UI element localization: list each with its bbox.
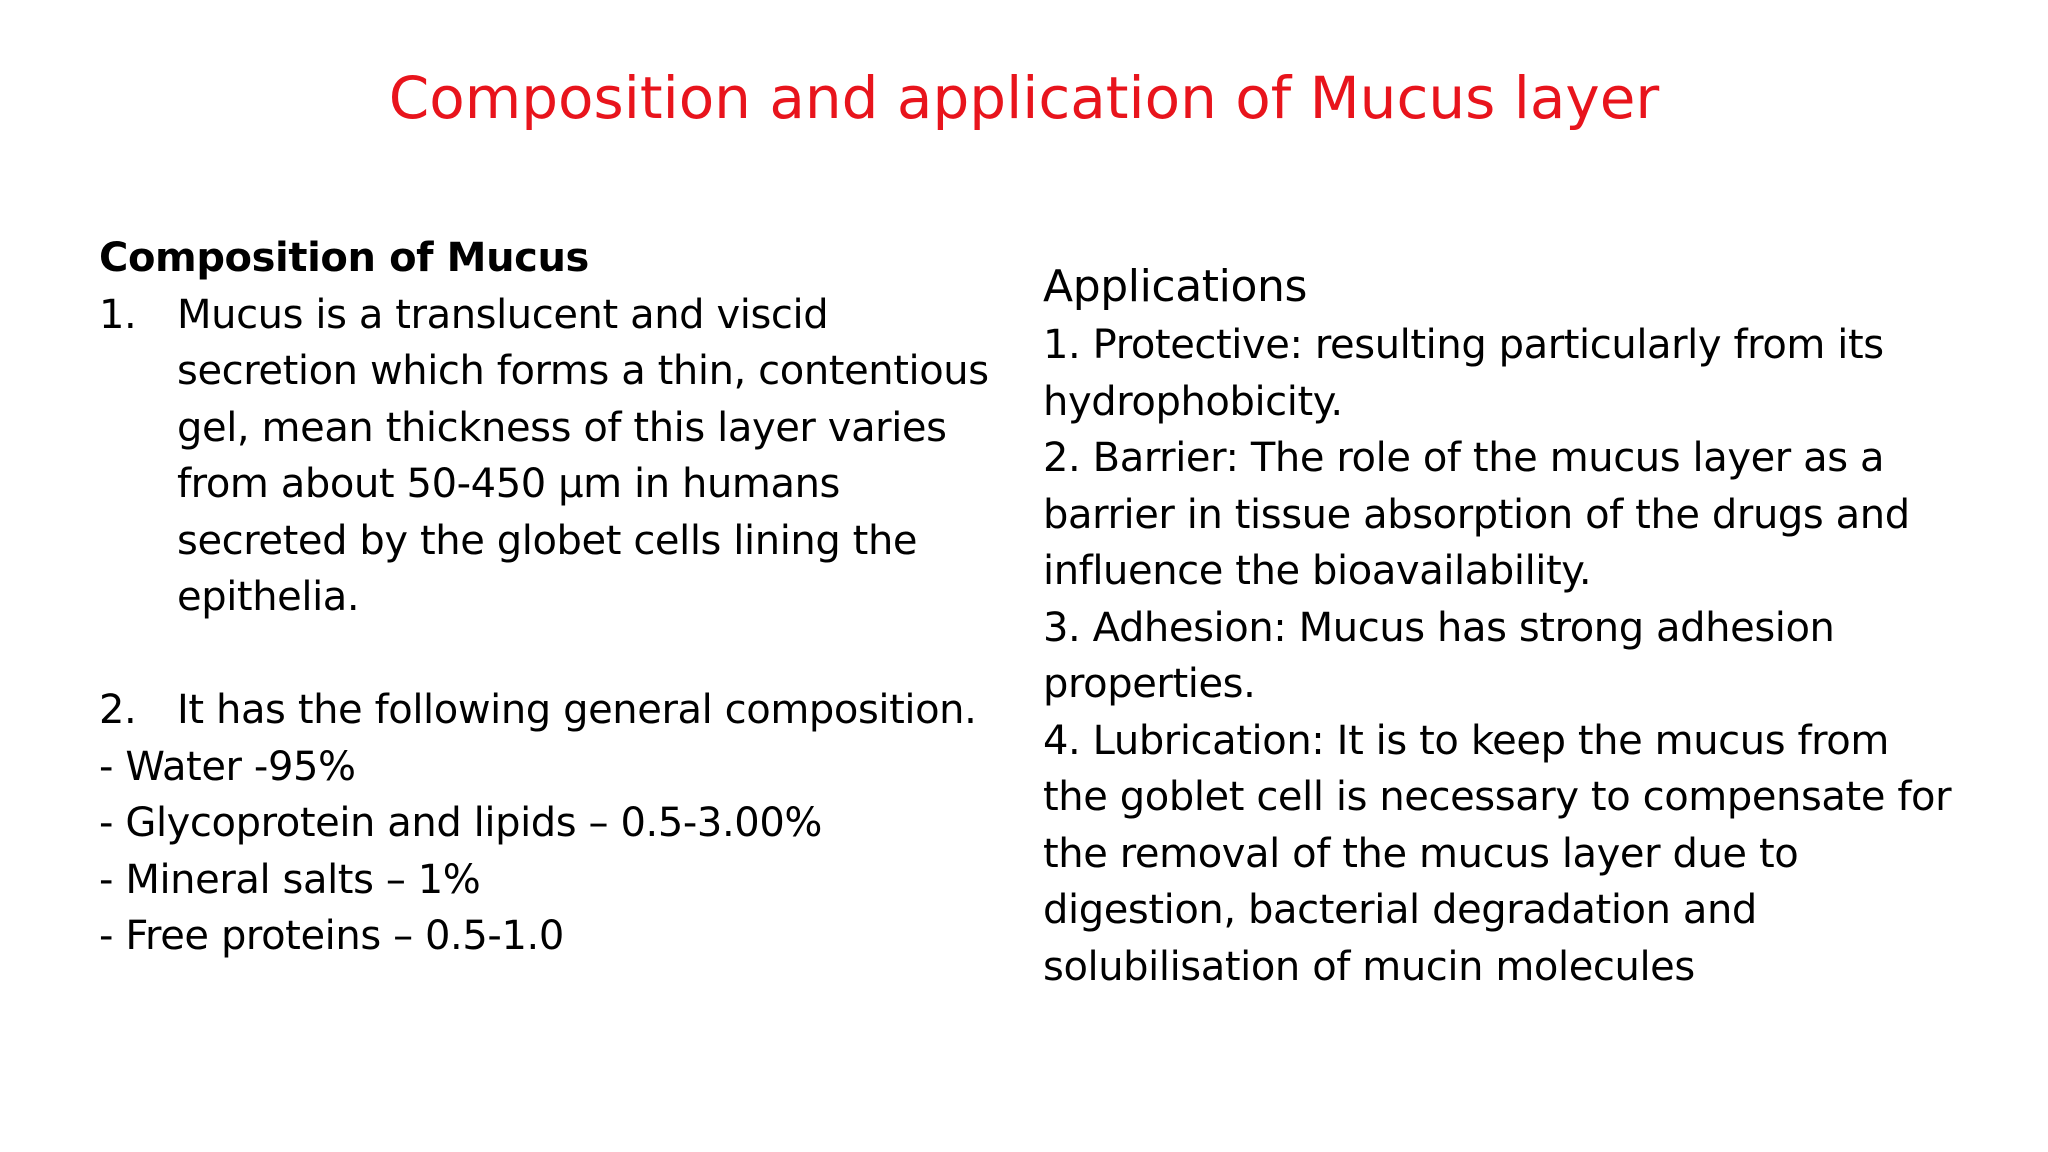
application-line: 4. Lubrication: It is to keep the mucus from xyxy=(1043,717,1889,764)
component-line: - Free proteins – 0.5-1.0 xyxy=(99,913,564,959)
application-line: the removal of the mucus layer due to xyxy=(1043,830,1799,877)
application-line: properties. xyxy=(1043,661,1256,707)
applications-section xyxy=(1043,257,2013,995)
application-line: 3. Adhesion: Mucus has strong adhesion xyxy=(1043,604,1835,651)
spacer xyxy=(99,626,999,683)
text-line: Mucus is a translucent and viscid xyxy=(177,291,829,338)
item-number: 2. xyxy=(99,687,137,733)
component-line: - Glycoprotein and lipids – 0.5-3.00% xyxy=(99,800,822,846)
text-line: from about 50-450 μm in humans xyxy=(177,461,841,507)
applications-heading: Applications xyxy=(1043,261,1307,312)
application-line: influence the bioavailability. xyxy=(1043,548,1592,594)
application-line: 1. Protective: resulting particularly from its xyxy=(1043,322,1884,368)
text-line: gel, mean thickness of this layer varies xyxy=(177,404,947,451)
composition-item-1 xyxy=(99,287,999,626)
composition-section xyxy=(99,230,999,965)
text-line: secretion which forms a thin, contentious xyxy=(177,348,989,394)
item-number: 1. xyxy=(99,291,137,338)
application-line: 2. Barrier: The role of the mucus layer as a xyxy=(1043,435,1885,481)
slide-title: Composition and application of Mucus layer xyxy=(388,64,1660,132)
component-line: - Water -95% xyxy=(99,743,356,790)
application-line: barrier in tissue absorption of the drugs and xyxy=(1043,491,1910,538)
item-text xyxy=(177,287,999,626)
application-line: the goblet cell is necessary to compensate for xyxy=(1043,774,1952,820)
item-text: It has the following general composition. xyxy=(177,687,977,733)
application-line: solubilisation of mucin molecules xyxy=(1043,943,1695,990)
composition-heading: Composition of Mucus xyxy=(99,235,589,281)
composition-item-2 xyxy=(99,682,999,739)
text-line: epithelia. xyxy=(177,574,360,620)
component-line: - Mineral salts – 1% xyxy=(99,856,481,903)
text-line: secreted by the globet cells lining the xyxy=(177,517,918,564)
application-line: hydrophobicity. xyxy=(1043,378,1343,425)
application-line: digestion, bacterial degradation and xyxy=(1043,887,1757,933)
